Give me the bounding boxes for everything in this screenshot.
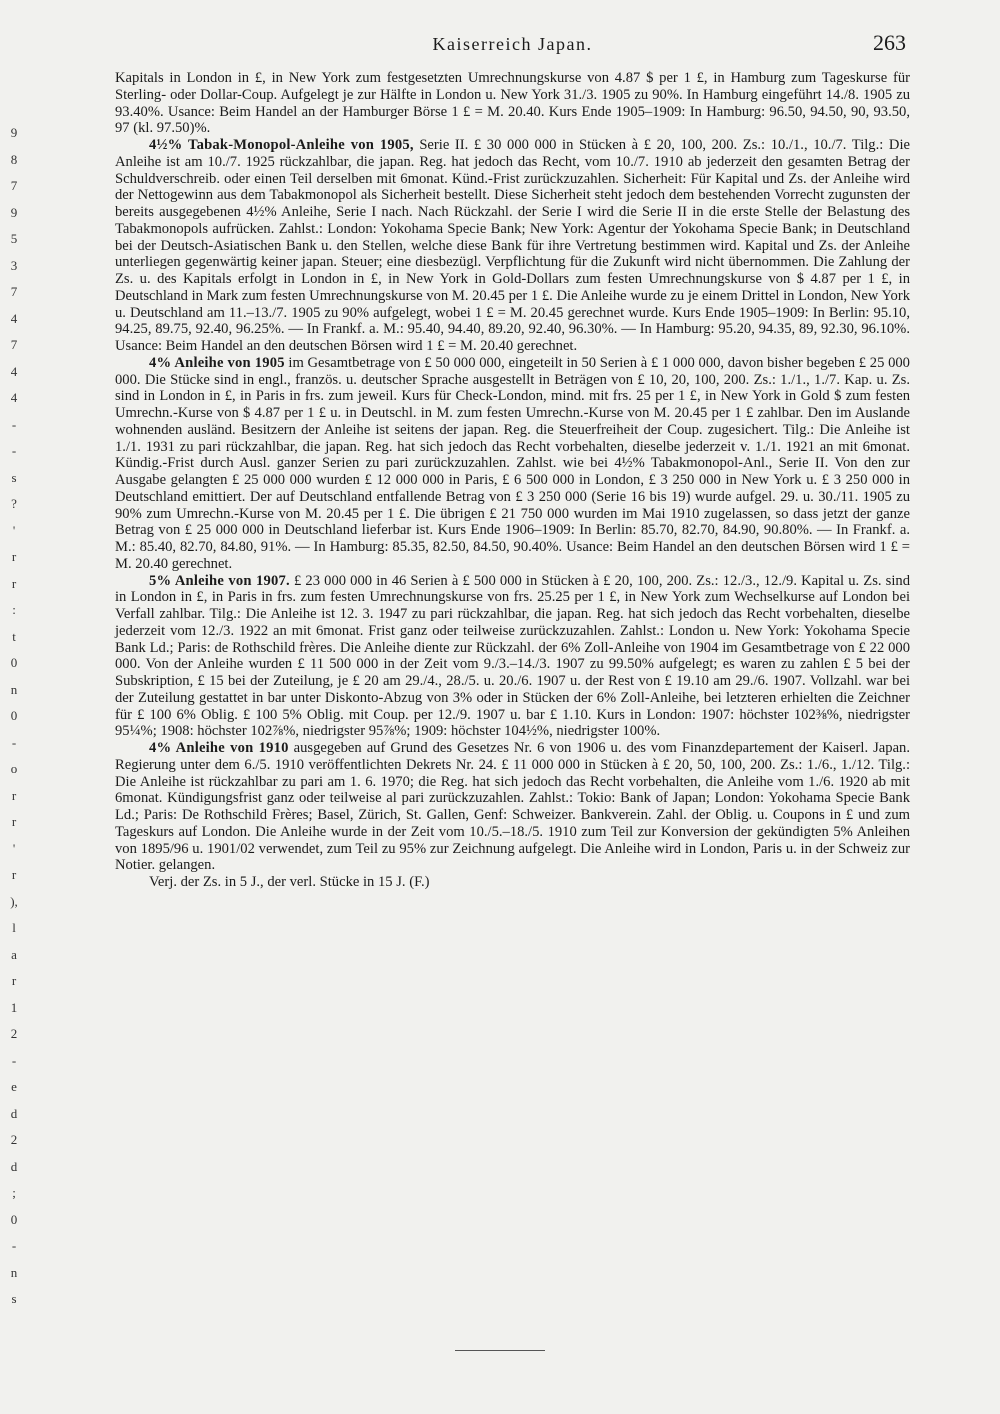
margin-mark: 7 (10, 337, 18, 352)
paragraph-heading: 5% Anleihe von 1907. (149, 572, 290, 589)
page-number: 263 (873, 30, 906, 55)
closing-rule (455, 1350, 545, 1351)
margin-mark: r (11, 787, 17, 803)
margin-mark: s (11, 469, 17, 485)
paragraph-text: im Gesamtbetrage von £ 50 000 000, eingeteilt in 50 Serien à £ 1 000 000, davon bisher begeben £ 25 000 000. Die Stücke sind in engl., französ. u. deutscher Sprache ausgestellt in Beträgen von £ 10, 20, 100, 200. Zs.: 1./1., 1./7. Kap. u. Zs. sind in London in £, in Paris in frs. zum jeweil. Kurs für Check-London, mind. mit frs. 25 per 1 £, in New York in Gold $ zum festen Umrechn.-Kurse von $ 4.87 per 1 £ u. in Deutschl. in M. zum festen Umrechn.-Kurse von M. 20.45 per 1 £ zahlbar. Den im Auslande wohnenden ausländ. Besitzern der Anleihe ist seitens der japan. Reg. die Steuerfreiheit der Coup. zugesichert. Tilg.: Die Anleihe ist 1./1. 1931 zu pari rückzahlbar, die japan. Reg. hat sich jedoch das Recht vorbehalten, dieselbe jederzeit v. 1./1. 1921 an mit 6monat. Kündig.-Frist durch Ausl. ganzer Serien zu pari zurückzuzahlen. Zahlst. wie bei 4½% Tabakmonopol-Anl., Serie II. Von den zur Ausgabe gelangten £ 25 000 000 wurden £ 12 000 000 in Paris, £ 6 500 000 in London, £ 3 250 000 in New York u. £ 3 250 000 in Deutschland emittiert. Der auf Deutschland entfallende Betrag von £ 3 250 000 (Serie 16 bis 19) wurde aufgel. 29. u. 30./11. 1905 zu 90% zum Umrechn.-Kurse von M. 20.45 per 1 £. Die übrigen £ 21 750 000 wurden im Mai 1910 zugelassen, so dass jetzt der ganze Betrag von £ 25 000 000 in Deutschland lieferbar ist. Kurs Ende 1906–1909: In Berlin: 85.70, 82.70, 84.90, 90.80%. — In Frankf. a. M.: 85.40, 82.70, 84.80, 91%. — In Hamburg: 85.35, 82.50, 84.50, 90.40%. Usance: Beim Handel an den deutschen Börsen wird 1 £ = M. 20.40 gerechnet. (115, 354, 910, 572)
paragraph-heading: 4½% Tabak-Monopol-Anleihe von 1905, (149, 137, 414, 153)
margin-mark: 4 (10, 363, 18, 379)
margin-mark: t (12, 628, 16, 644)
paragraph-text: ausgegeben auf Grund des Gesetzes Nr. 6 von 1906 u. des vom Finanzdepartement der Kaiserl. Japan. Regierung unter dem 6./5. 1910 veröffentlichten Dekrets Nr. 24. £ 11 000 000 in Stücken à £ 20, 50, 100, 200. Zs.: 1./6., 1./12. Tilg.: Die Anleihe ist rückzahlbar zu pari am 1. 6. 1970; die Reg. hat sich jedoch das Recht vorbehalten, die Anleihe vom 1./6. 1920 ab mit 6monat. Kündigungsfrist ganz oder teilweise al pari zurückzuzahlen. Zahlst.: Tokio: Bank of Japan; London: Yokohama Specie Bank Ld.; Paris: De Rothschild Frères; Basel, Zürich, St. Gallen, Genf: Schweizer. Bankverein. Zahl. der Oblig. u. Coupons in £ und zum Tageskurs auf London. Die Anleihe wurde in der Zeit vom 10./5.–18./5. 1910 zum Teil zur Konversion der gekündigten 5% Anleihen von 1895/96 u. 1901/02 verwendet, zum Teil zu 95% zur Zeichnung aufgelegt. Die Anleihe wird in London, Paris u. in der Schweiz zur Notier. gelangen. (115, 740, 910, 874)
margin-mark: : (12, 602, 16, 617)
paragraph-text: Kapitals in London in £, in New York zum festgesetzten Umrechnungskurse von 4.87 $ per 1 £, in Hamburg zum Tageskurse für Sterling- oder Dollar-Coup. Aufgelegt je zur Hälfte in London u. New York 31./3. 1905 zu 90%. In Hamburg eingeführt 14./8. 1905 zu 93.40%. Usance: Beim Handel an der Hamburger Börse 1 £ = M. 20.40. Kurs Ende 1905–1909: In Hamburg: 96.50, 94.50, 90, 93.50, 97 (kl. 97.50)%. (115, 70, 910, 137)
margin-mark: 0 (10, 708, 18, 723)
paragraph (115, 573, 910, 741)
margin-mark: r (11, 814, 17, 829)
margin-mark: n (10, 681, 18, 697)
margin-mark: ), (10, 893, 18, 909)
paragraph (115, 70, 910, 137)
margin-mark: 4 (10, 310, 18, 326)
paragraph-text: Verj. der Zs. in 5 J., der verl. Stücke in 15 J. (F.) (149, 874, 430, 890)
margin-mark: 9 (10, 204, 18, 220)
paragraph (115, 137, 910, 355)
margin-mark: 2 (10, 1026, 18, 1041)
margin-mark: ' (12, 840, 16, 856)
margin-mark: 3 (10, 257, 18, 273)
margin-mark: a (11, 946, 17, 962)
margin-mark: 2 (10, 1132, 18, 1147)
margin-mark: 9 (10, 125, 18, 140)
paragraph (115, 740, 910, 874)
margin-mark: 7 (10, 284, 18, 299)
margin-mark: - (11, 1052, 17, 1068)
margin-mark: n (10, 1264, 18, 1280)
margin-mark: d (10, 1158, 18, 1174)
left-margin-marks (4, 120, 24, 1313)
margin-mark: r (11, 973, 17, 988)
margin-mark: - (11, 734, 17, 750)
margin-mark: 0 (10, 655, 18, 670)
paragraph (115, 355, 910, 573)
margin-mark: s (11, 1291, 17, 1306)
margin-mark: r (11, 575, 17, 591)
running-title: Kaiserreich Japan. (432, 34, 593, 54)
margin-mark: r (11, 549, 17, 564)
margin-mark: - (11, 416, 17, 432)
paragraph-heading: 4% Anleihe von 1905 (149, 354, 285, 371)
margin-mark: 5 (10, 231, 18, 246)
margin-mark: ' (12, 522, 16, 538)
margin-mark: - (11, 1238, 17, 1253)
margin-mark: r (11, 867, 17, 882)
margin-mark: ; (12, 1185, 16, 1200)
paragraph-text: £ 23 000 000 in 46 Serien à £ 500 000 in Stücken à £ 20, 100, 200. Zs.: 12./3., 12./9. Kapital u. Zs. sind in London in £, in Paris in frs. zum festen Umrechnungskurse von frs. 25.25 per 1 £, in New York zum Wechselkurse auf London bei Verfall zahlbar. Tilg.: Die Anleihe ist 12. 3. 1947 zu pari rückzahlbar, die japan. Reg. hat sich jedoch das Recht vorbehalten, dieselbe jederzeit vom 12./3. 1922 an mit 6monat. Frist ganz oder teilweise zurückzuzahlen. Zahlst.: London u. New York: Yokohama Specie Bank Ld.; Paris: de Rothschild frères. Die Anleihe diente zur Rückzahl. der 6% Zoll-Anleihe von 1904 im Gesamtbetrage von £ 22 000 000. Von der Anleihe wurden £ 11 500 000 in der Zeit vom 9./3.–14./3. 1907 zu 99.50% aufgelegt; es waren zu zahlen £ 5 bei der Subskription, £ 15 bei der Zuteilung, je £ 20 am 29./4., 28./5. u. 20./6. 1907 u. der Rest von £ 19.10 am 29./6. 1907. Vollzahl. war bei der Zuteilung gestattet in bar unter Diskonto-Abzug von 3% oder in Stücken der 6% Zoll-Anleihe, bei letzteren erhielten die Zeichner für £ 100 6% Oblig. £ 100 5% Oblig. mit Coup. per 12./9. 1907 u. bar £ 1.10. Kurs in London: 1907: höchster 102⅜%, niedrigster 95¼%; 1908: höchster 102⅞%, niedrigster 95⅞%; 1909: höchster 104½%, niedrigster 100%. (115, 572, 910, 740)
page-header (115, 28, 910, 58)
document-body (115, 70, 910, 891)
margin-mark: l (12, 920, 16, 935)
margin-mark: 1 (10, 999, 18, 1015)
margin-mark: 0 (10, 1211, 18, 1227)
margin-mark: d (10, 1105, 18, 1121)
margin-mark: - (11, 443, 17, 458)
paragraph (115, 874, 910, 891)
margin-mark: 7 (10, 178, 18, 193)
margin-mark: e (11, 1079, 17, 1094)
paragraph-heading: 4% Anleihe von 1910 (149, 740, 289, 756)
paragraph-text: Serie II. £ 30 000 000 in Stücken à £ 20, 100, 200. Zs.: 10./1., 10./7. Tilg.: Die Anleihe ist am 10./7. 1925 rückzahlbar, die japan. Reg. hat jedoch das Recht, vom 10./7. 1910 ab jederzeit den gesamten Betrag der Schuldverschreib. oder einen Teil derselben mit 6monat. Künd.-Frist zurückzuzahlen. Sicherheit: Für Kapital und Zs. der Anleihe wird der Nettogewinn aus dem Tabakmonopol als Sicherheit bestellt. Diese Sicherheit steht jedoch dem bestehenden Vorrecht zugunsten der bereits ausgegebenen 4½% Anleihe, Serie I nach. Nach Rückzahl. der Serie I wird die Serie II in die erste Stelle der Belastung des Tabakmonopols aufrücken. Zahlst.: London: Yokohama Specie Bank; New York: Agentur der Yokohama Specie Bank; in Deutschland bei der Deutsch-Asiatischen Bank u. den Stellen, welche diese Bank für ihre Vertretung bestimmen wird. Kapital und Zs. der Anleihe unterliegen gegenwärtig keiner japan. Steuer; eine diesbezügl. Verpflichtung für die Zukunft wird nicht übernommen. Die Zahlung der Zs. u. des Kapitals erfolgt in London in £, in New York in Gold-Dollars zum festen Umrechnungskurse von $ 4.87 per 1 £, in Deutschland in Mark zum festen Umrechnungskurse von M. 20.45 per 1 £. Die Anleihe wurde zu je einem Drittel in London, New York u. Deutschland am 11.–13./7. 1905 zu 90% aufgelegt, wobei 1 £ = M. 20.45 gerechnet wurde. Kurs Ende 1905–1909: In Berlin: 95.10, 94.25, 89.75, 92.40, 96.25%. — In Frankf. a. M.: 95.40, 94.40, 89.20, 92.40, 96.30%. — In Hamburg: 95.20, 94.35, 89, 92.30, 96.10%. Usance: Beim Handel an den deutschen Börsen wird 1 £ = M. 20.40 gerechnet. (115, 137, 910, 354)
margin-mark: o (10, 761, 18, 776)
margin-mark: ? (11, 496, 17, 511)
margin-mark: 4 (10, 390, 18, 405)
margin-mark: 8 (10, 151, 18, 167)
